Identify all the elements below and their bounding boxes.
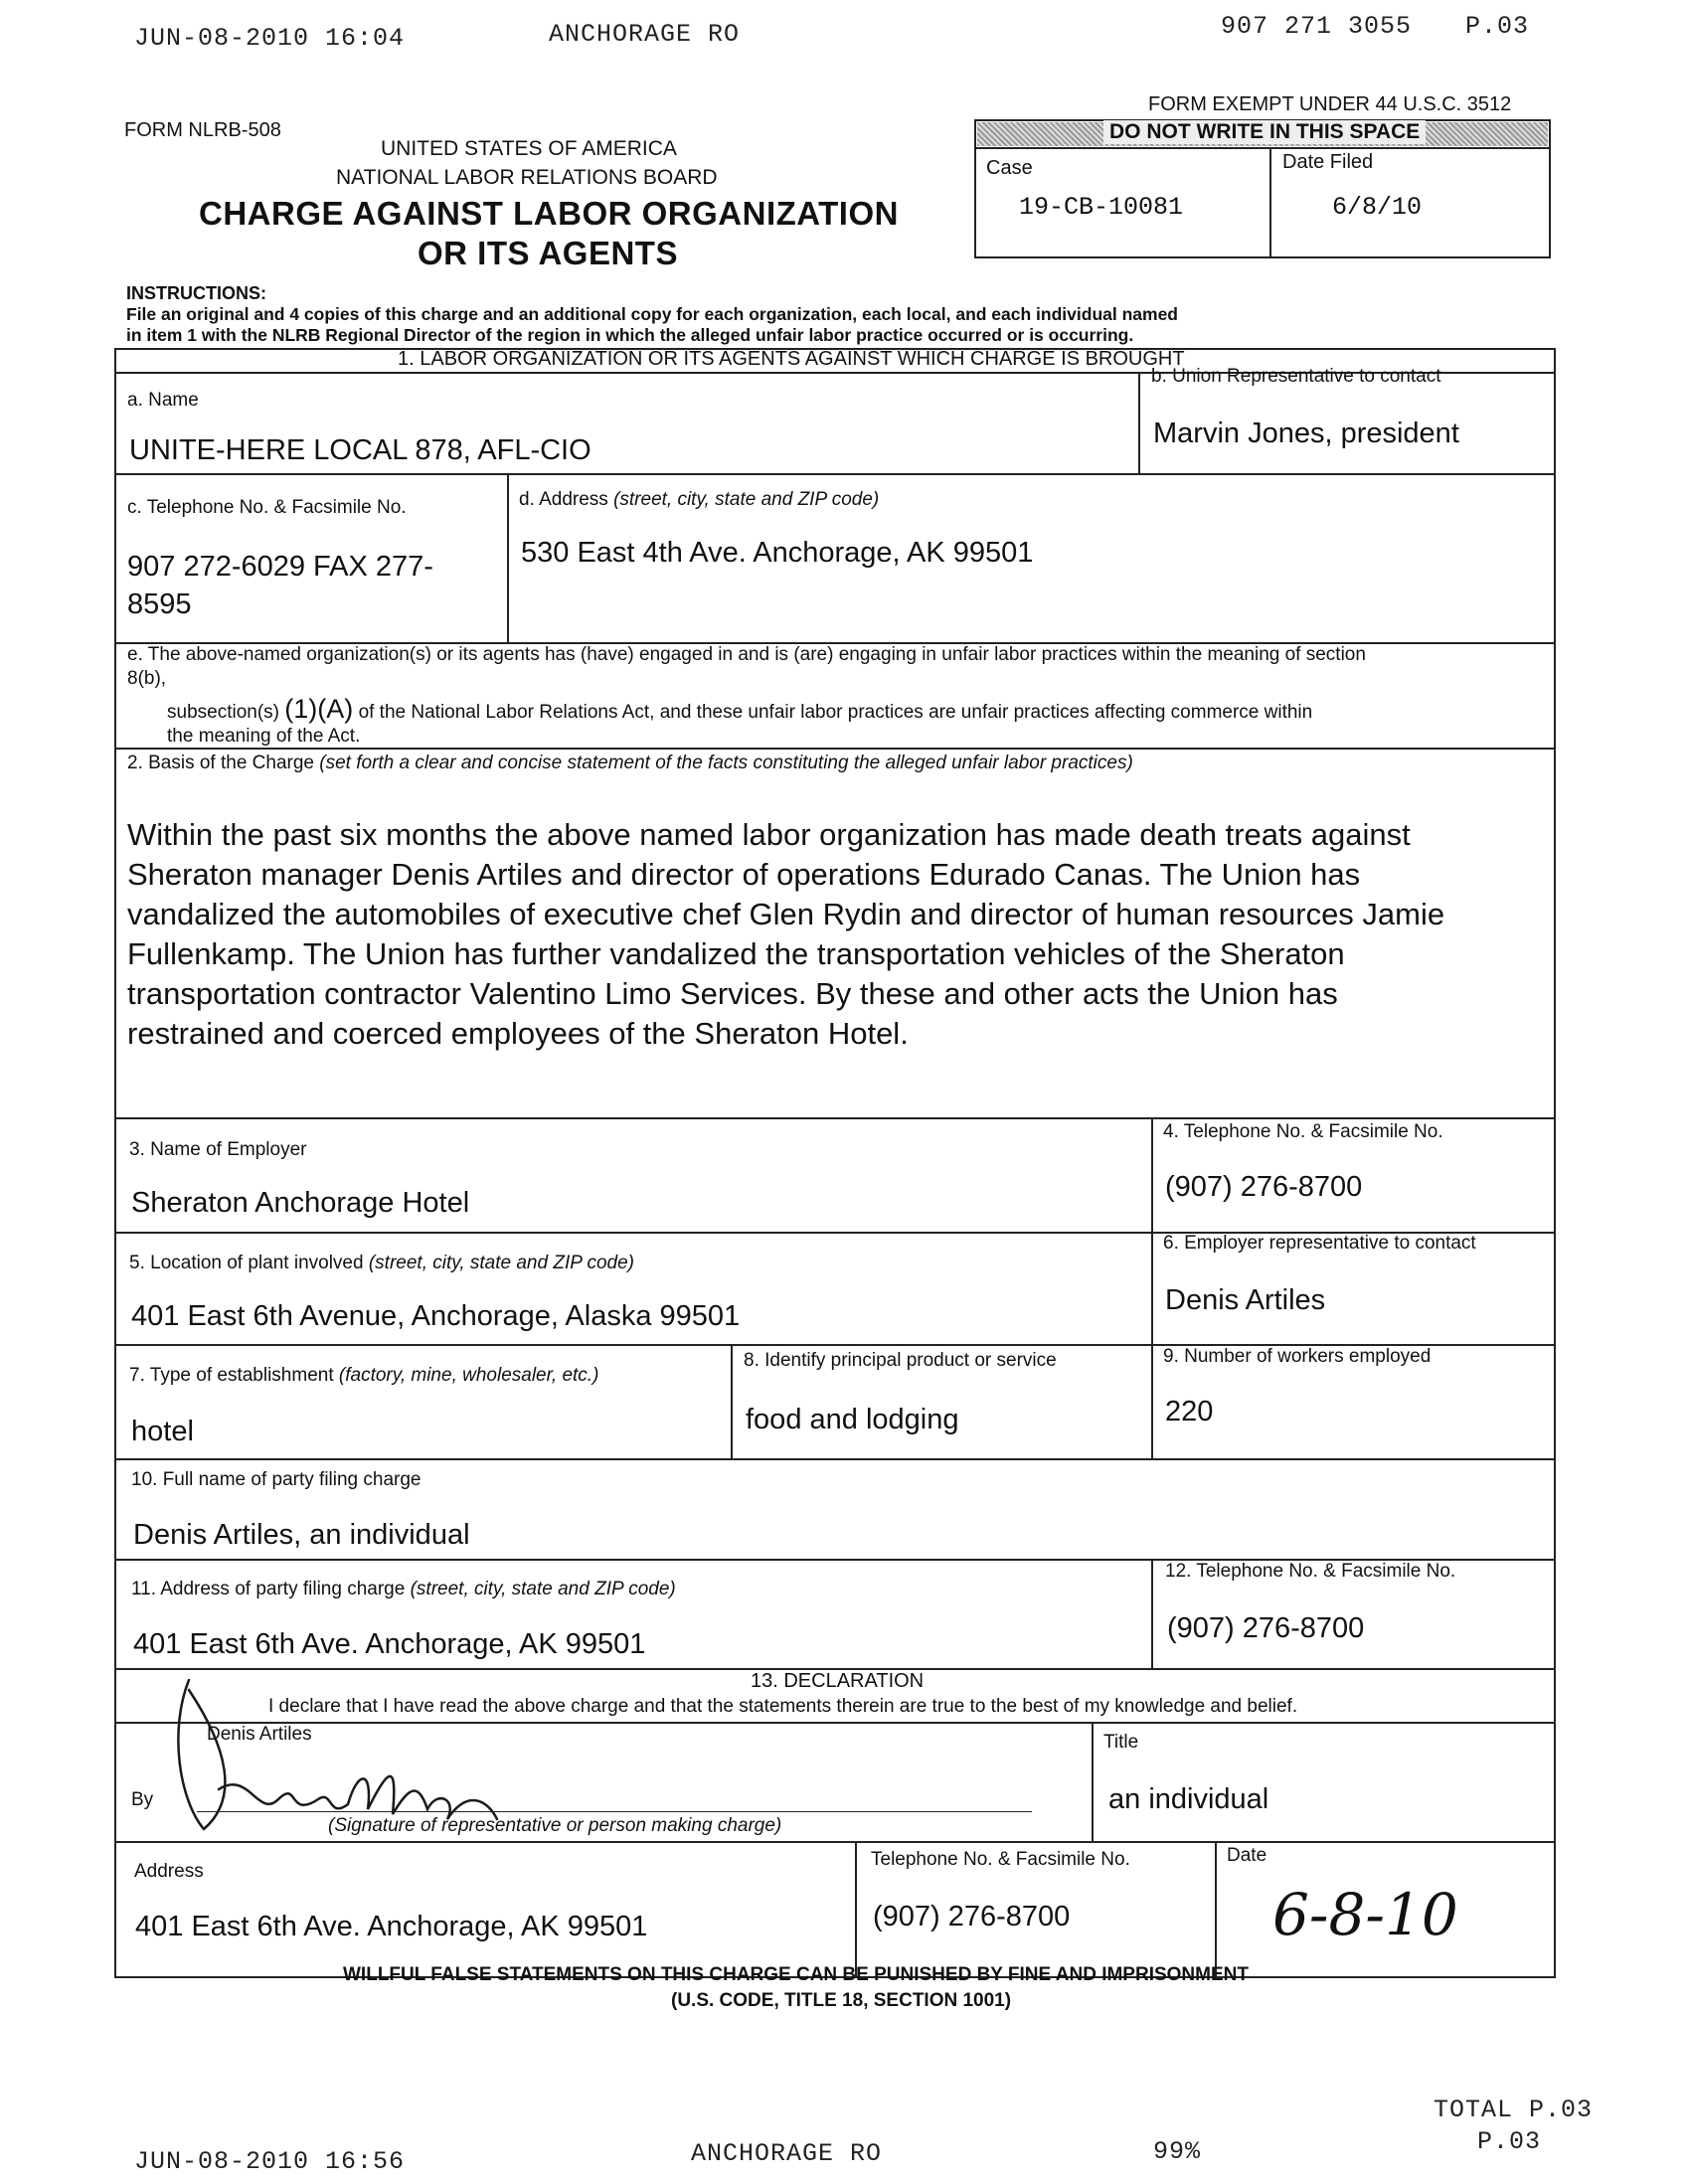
instructions-heading: INSTRUCTIONS: [126, 283, 266, 303]
field-7-value: hotel [131, 1416, 194, 1447]
fax-footer-datetime: JUN-08-2010 16:56 [134, 2147, 406, 2176]
field-5-label-text: 5. Location of plant involved [129, 1253, 364, 1273]
field-1e-subsection-label: subsection(s) [167, 702, 279, 723]
fax-footer-office: ANCHORAGE RO [691, 2139, 883, 2168]
declaration-title-label: Title [1103, 1732, 1139, 1753]
date-filed-value: 6/8/10 [1332, 193, 1423, 222]
declaration-address-value: 401 East 6th Ave. Anchorage, AK 99501 [135, 1911, 648, 1942]
agency-board: NATIONAL LABOR RELATIONS BOARD [336, 166, 718, 189]
field-8-value: food and lodging [746, 1404, 959, 1435]
fax-footer-page: P.03 [1477, 2127, 1542, 2156]
field-1b-value: Marvin Jones, president [1153, 418, 1459, 449]
warning-line1: WILLFUL FALSE STATEMENTS ON THIS CHARGE CAN BE PUNISHED BY FINE AND IMPRISONMENT [343, 1964, 1249, 1985]
field-5-label-hint: (street, city, state and ZIP code) [368, 1253, 635, 1273]
field-1e-line1b: 8(b), [127, 668, 167, 689]
field-11-label-hint: (street, city, state and ZIP code) [410, 1579, 676, 1599]
field-9-value: 220 [1165, 1396, 1214, 1428]
fax-header-datetime: JUN-08-2010 16:04 [134, 24, 406, 53]
narrative-line: transportation contractor Valentino Limo Services. By these and other acts the Union has [127, 976, 1338, 1011]
narrative-line: Fullenkamp. The Union has further vandalized the transportation vehicles of the Sheraton [127, 936, 1345, 971]
declaration-phone-label: Telephone No. & Facsimile No. [871, 1849, 1130, 1870]
field-1c-value-line1: 907 272-6029 FAX 277- [127, 551, 433, 583]
declaration-by-label: By [131, 1789, 154, 1810]
declaration-date-value: 6-8-10 [1272, 1881, 1458, 1948]
warning-line2: (U.S. CODE, TITLE 18, SECTION 1001) [671, 1990, 1012, 2011]
field-1d-value: 530 East 4th Ave. Anchorage, AK 99501 [521, 537, 1034, 569]
field-1e-line3: the meaning of the Act. [167, 726, 361, 747]
declaration-address-label: Address [134, 1861, 204, 1882]
declaration-statement: I declare that I have read the above charge and that the statements therein are true to the best of my knowledge and belief. [268, 1696, 1298, 1717]
case-label: Case [986, 157, 1033, 179]
form-id: FORM NLRB-508 [124, 119, 281, 141]
field-4-value: (907) 276-8700 [1165, 1171, 1363, 1203]
field-3-label: 3. Name of Employer [129, 1139, 307, 1160]
form-title-line2: OR ITS AGENTS [418, 235, 678, 271]
field-5-value: 401 East 6th Avenue, Anchorage, Alaska 99501 [131, 1300, 741, 1332]
office-use-banner: DO NOT WRITE IN THIS SPACE [1103, 120, 1426, 144]
field-1a-label: a. Name [127, 390, 199, 411]
field-7-label-text: 7. Type of establishment [129, 1365, 334, 1386]
section2-label-text: 2. Basis of the Charge [127, 753, 314, 773]
exempt-note: FORM EXEMPT UNDER 44 U.S.C. 3512 [1148, 93, 1512, 115]
instructions-line1: File an original and 4 copies of this charge and an additional copy for each organization, each local, and each individual named [126, 304, 1178, 324]
section2-label [127, 753, 1133, 774]
narrative-line: vandalized the automobiles of executive chef Glen Rydin and director of human resources Jamie [127, 897, 1445, 931]
field-1a-value: UNITE-HERE LOCAL 878, AFL-CIO [129, 434, 591, 466]
field-11-label-text: 11. Address of party filing charge [131, 1579, 406, 1599]
field-5-label [129, 1253, 634, 1274]
field-9-label: 9. Number of workers employed [1163, 1346, 1432, 1367]
fax-footer-quality: 99% [1153, 2137, 1202, 2166]
field-1c-value-line2: 8595 [127, 588, 192, 620]
field-1e-subsection-value: (1)(A) [284, 694, 354, 724]
narrative-line: restrained and coerced employees of the Sheraton Hotel. [127, 1016, 909, 1051]
field-1d-label-hint: (street, city, state and ZIP code) [613, 489, 880, 510]
field-11-label [131, 1579, 676, 1600]
section2-narrative [127, 815, 1539, 1054]
field-11-value: 401 East 6th Ave. Anchorage, AK 99501 [133, 1628, 646, 1660]
fax-header-phone: 907 271 3055 [1221, 12, 1413, 41]
field-1d-label [519, 489, 879, 511]
field-10-value: Denis Artiles, an individual [133, 1519, 470, 1551]
field-7-label-hint: (factory, mine, wholesaler, etc.) [338, 1365, 599, 1386]
agency-country: UNITED STATES OF AMERICA [381, 137, 677, 160]
fax-header-page: P.03 [1465, 12, 1530, 41]
field-1e-line1: e. The above-named organization(s) or its agents has (have) engaged in and is (are) engaging in unfair labor practices within the meaning of section [127, 644, 1366, 665]
signature-caption: (Signature of representative or person making charge) [328, 1815, 782, 1836]
date-filed-label: Date Filed [1282, 151, 1374, 173]
narrative-line: Sheraton manager Denis Artiles and director of operations Edurado Canas. The Union has [127, 857, 1361, 892]
field-7-label [129, 1365, 598, 1387]
declaration-signer-name: Denis Artiles [207, 1724, 312, 1745]
field-1c-label: c. Telephone No. & Facsimile No. [127, 497, 407, 518]
field-6-value: Denis Artiles [1165, 1284, 1326, 1316]
narrative-line: Within the past six months the above named labor organization has made death treats against [127, 817, 1411, 852]
field-1d-label-text: d. Address [519, 489, 608, 510]
field-10-label: 10. Full name of party filing charge [131, 1469, 422, 1490]
declaration-title-value: an individual [1108, 1783, 1269, 1815]
fax-header-office: ANCHORAGE RO [549, 20, 741, 49]
fax-footer-total: TOTAL P.03 [1434, 2096, 1594, 2124]
form-title-line1: CHARGE AGAINST LABOR ORGANIZATION [199, 195, 899, 232]
declaration-date-label: Date [1227, 1845, 1267, 1866]
declaration-heading: 13. DECLARATION [751, 1670, 925, 1692]
field-1e-line2 [167, 694, 1312, 725]
field-6-label: 6. Employer representative to contact [1163, 1233, 1476, 1254]
field-1e-line2-rest: of the National Labor Relations Act, and these unfair labor practices are unfair practices affecting commerce within [358, 702, 1313, 723]
declaration-phone-value: (907) 276-8700 [873, 1901, 1071, 1932]
field-8-label: 8. Identify principal product or service [744, 1350, 1057, 1371]
field-12-label: 12. Telephone No. & Facsimile No. [1165, 1561, 1456, 1582]
section2-label-hint: (set forth a clear and concise statement of the facts constituting the alleged unfair labor practices) [319, 753, 1133, 773]
instructions-line2: in item 1 with the NLRB Regional Director of the region in which the alleged unfair labor practice occurred or is occurring. [126, 325, 1134, 345]
section1-heading: 1. LABOR ORGANIZATION OR ITS AGENTS AGAINST WHICH CHARGE IS BROUGHT [398, 348, 1185, 370]
case-number: 19-CB-10081 [1019, 193, 1184, 222]
field-1b-label: b. Union Representative to contact [1151, 366, 1441, 387]
field-3-value: Sheraton Anchorage Hotel [131, 1187, 470, 1219]
field-12-value: (907) 276-8700 [1167, 1612, 1365, 1644]
field-4-label: 4. Telephone No. & Facsimile No. [1163, 1121, 1443, 1142]
